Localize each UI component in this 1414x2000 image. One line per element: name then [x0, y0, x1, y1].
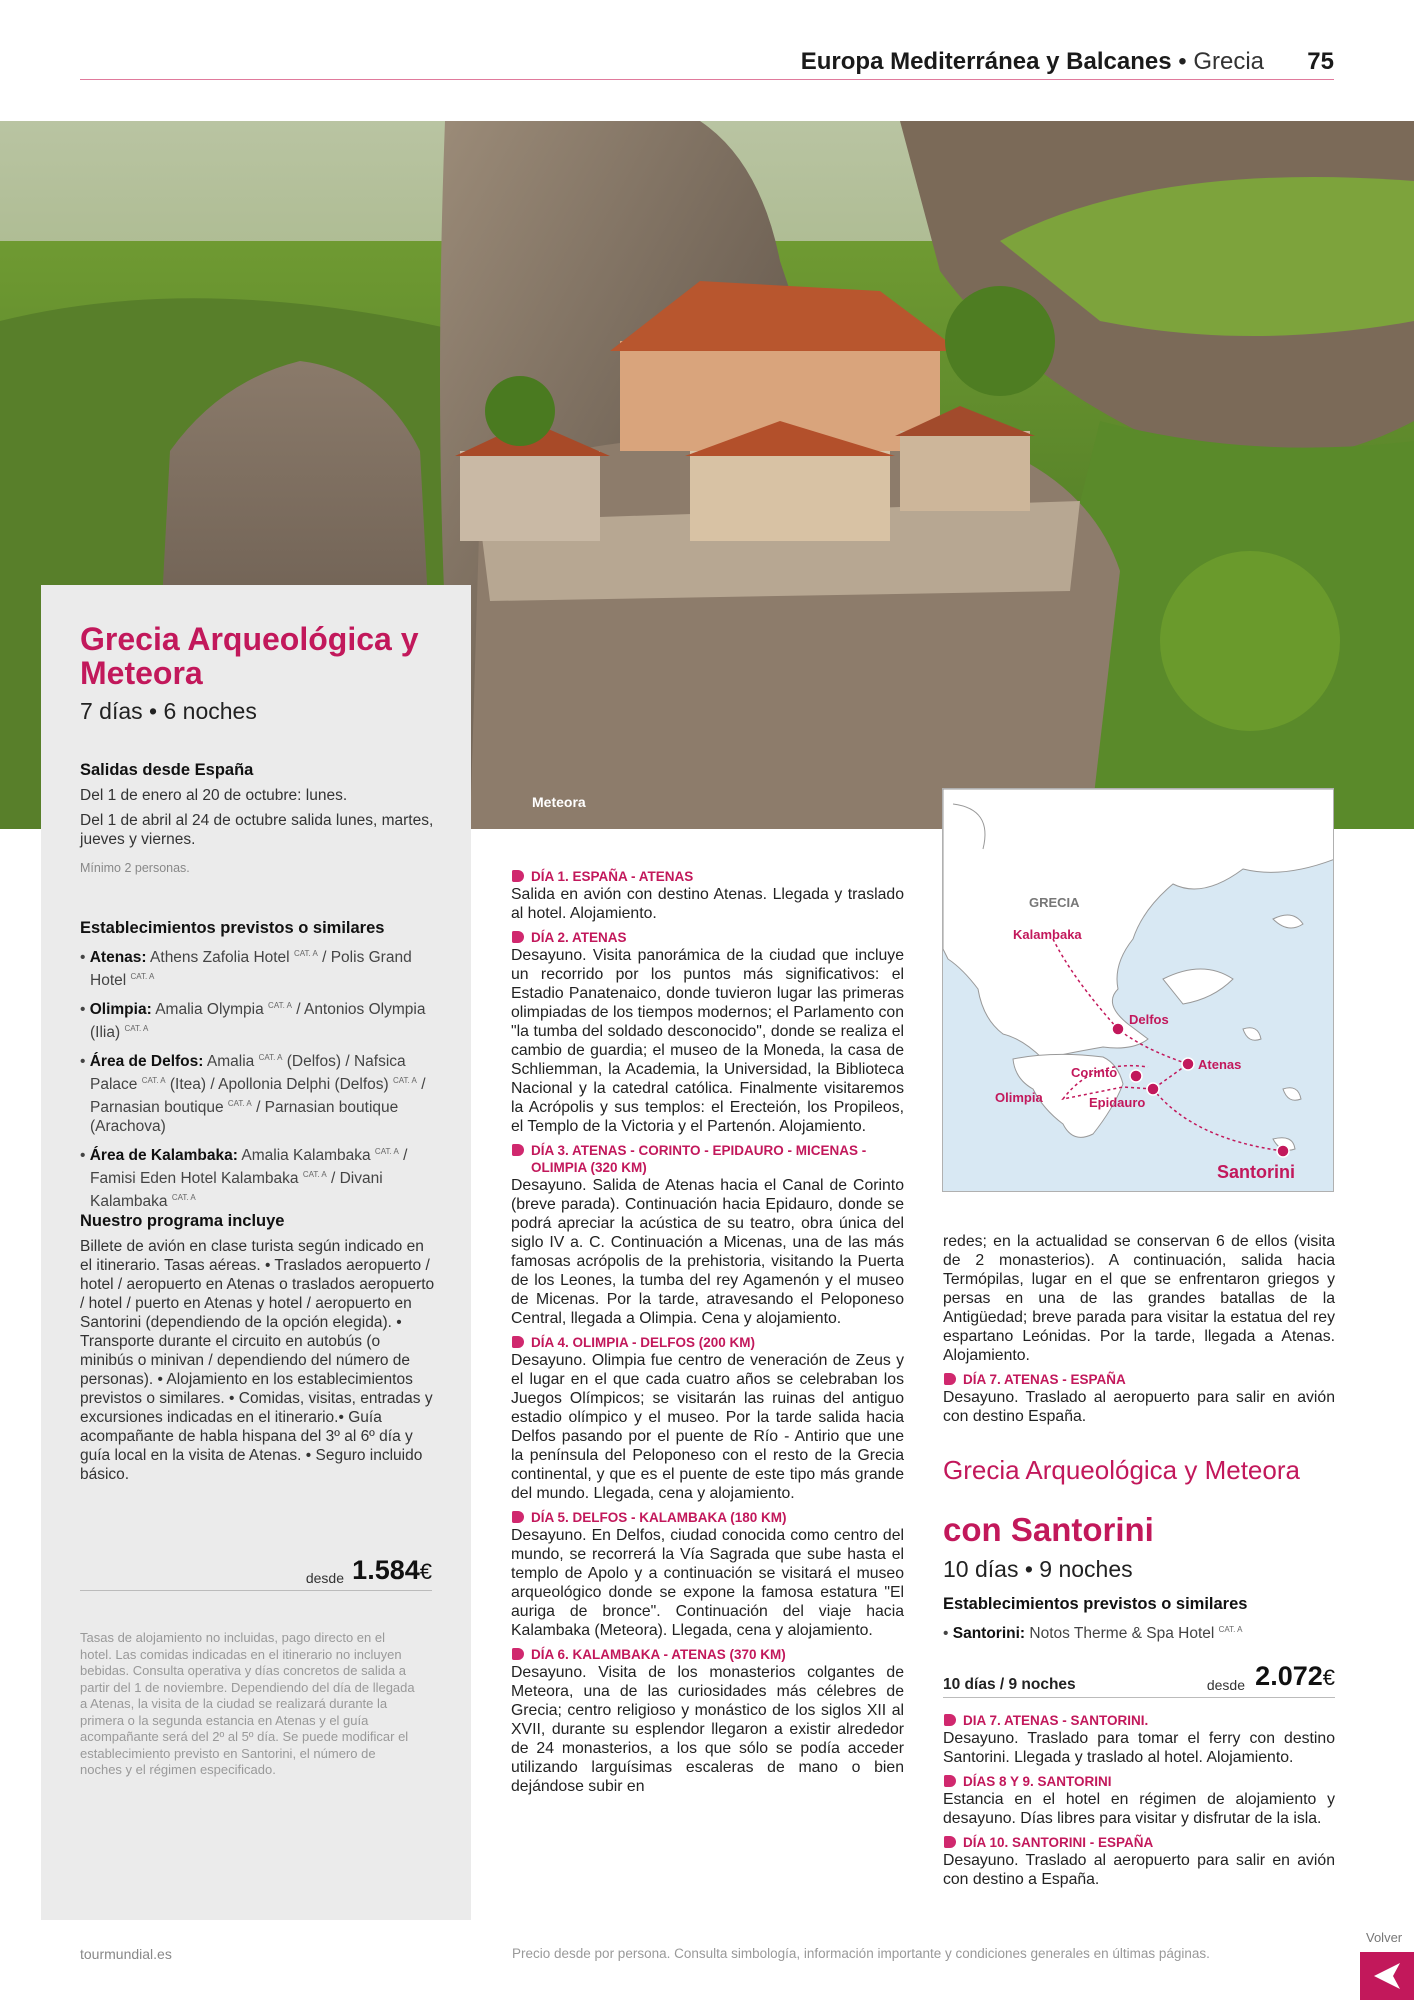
price-amount: 2.072€ [1255, 1661, 1335, 1691]
includes-section [80, 1212, 435, 1484]
tour-title: Grecia Arqueológica y Meteora [80, 621, 419, 691]
day-text: Desayuno. Traslado al aeropuerto para salir en avión con destino España. [943, 1389, 1335, 1425]
footer-disclaimer: Precio desde por persona. Consulta simbología, información importante y condiciones generales en últimas páginas. [512, 1946, 1210, 1961]
minimum-persons: Mínimo 2 personas. [80, 861, 190, 875]
departures-section [80, 761, 435, 875]
tour-duration: 7 días • 6 noches [80, 698, 257, 724]
map-city-label: Olimpia [995, 1090, 1043, 1105]
tour-notes: Tasas de alojamiento no incluidas, pago directo en el hotel. Las comidas indicadas en el itinerario no incluyen bebidas. Consulta operativa y días concretos de salida a partir del 1 de noviembre. Dependiendo del día de llegada a Atenas, la visita de la ciudad se realizará durante la primera o la segunda estancia en Atenas y el guía acompañante será del 2º al 5º día. Se puede modificar el establecimiento previsto en Santorini, el número de noches y el régimen especificado. [80, 1630, 415, 1777]
day-heading: DÍA 4. OLIMPIA - DELFOS (200 KM) [511, 1334, 904, 1351]
day-heading: DÍA 2. ATENAS [511, 929, 904, 946]
map-city-label: Atenas [1198, 1057, 1242, 1072]
extension-hotel-item: • Santorini: Notos Therme & Spa Hotel $^{CAT. A}$ [943, 1625, 1243, 1642]
price-from-label: desde [305, 1570, 344, 1586]
departures-heading: Salidas desde España [80, 761, 254, 779]
day-heading: DÍA 10. SANTORINI - ESPAÑA [943, 1834, 1335, 1851]
hotels-section [80, 919, 435, 1217]
hotel-item: • Área de Kalambaka: Amalia Kalambaka $^{CAT. A}$ / Famisi Eden Hotel Kalambaka $^{CAT. A}$ / Divani Kalambaka $^{CAT. A}$ [80, 1147, 408, 1210]
day-heading: DÍA 3. ATENAS - CORINTO - EPIDAURO - MICENAS - OLIMPIA (320 KM) [511, 1142, 904, 1176]
extension-duration: 10 días • 9 noches [943, 1556, 1133, 1582]
departure-item: Del 1 de enero al 20 de octubre: lunes. [80, 787, 348, 804]
itinerary [511, 868, 904, 1802]
back-button[interactable] [1360, 1952, 1414, 2000]
tour-price [80, 1555, 432, 1591]
extension-days [943, 1712, 1335, 1895]
map-city-label: Kalambaka [1013, 927, 1082, 942]
day-text: Desayuno. Salida de Atenas hacia el Canal de Corinto (breve parada). Continuación hacia Epidauro, donde se podrá apreciar la acústica de su teatro, obra única del siglo IV a. C. Continuación a Micenas, una de las más famosas acrópolis de la prehistoria, visitando la Puerta de los Leones, la tumba del rey Agamenón y el museo de Micenas. Por la tarde, atravesando el Peloponeso Central, llegada a Olimpia. Cena y alojamiento. [511, 1177, 904, 1327]
hotel-item: • Atenas: Athens Zafolia Hotel $^{CAT. A}$ / Polis Grand Hotel $^{CAT. A}$ [80, 949, 412, 989]
hotel-item: • Olimpia: Amalia Olympia $^{CAT. A}$ / Antonios Olympia (Ilia) $^{CAT. A}$ [80, 1001, 426, 1041]
map-city-label: Epidauro [1089, 1095, 1146, 1110]
hotel-item: • Área de Delfos: Amalia $^{CAT. A}$ (Delfos) / Nafsica Palace $^{CAT. A}$ (Itea) / Apollonia Delphi (Delfos) $^{CAT. A}$ / Parnasian boutique $^{CAT. A}$ / Parnasian boutique (Arachova) [80, 1053, 426, 1135]
day-text: Desayuno. Olimpia fue centro de veneración de Zeus y el lugar en el que cada cuatro años se celebraban los Juegos Olímpicos; se visitarán las ruinas del antiguo estadio olímpico y el museo. Por la tarde salida hacia Delfos pasando por el puente de Río - Antirio que une la península del Peloponeso con el resto de la Grecia continental, y que es el puente de este tipo más grande del mundo. Llegada, cena y alojamiento. [511, 1352, 904, 1502]
route-map [942, 788, 1334, 1192]
extension-price [943, 1661, 1335, 1698]
day-text: Desayuno. Traslado al aeropuerto para salir en avión con destino a España. [943, 1852, 1335, 1888]
photo-caption: Meteora [532, 794, 586, 810]
day-text: Desayuno. Visita panorámica de la ciudad que incluye un recorrido por los puntos más significativos: el Estadio Panatenaico, donde tuvieron lugar las primeras olimpiadas de los tiempos modernos; el Parlamento con "la tumba del soldado desconocido", donde se realiza el cambio de guardia; el museo de la Moneda, la casa de Schliemman, la Academia, la Universidad, la Biblioteca Nacional y la catedral católica. Finalmente visitaremos la Acrópolis y sus templos: el Erecteión, los Propileos, el Templo de la Victoria y el Partenón. Alojamiento. [511, 947, 904, 1135]
hotels-heading: Establecimientos previstos o similares [80, 919, 385, 937]
includes-text: Billete de avión en clase turista según indicado en el itinerario. Tasas aéreas. • Traslados aeropuerto / hotel / aeropuerto en Atenas o traslados aeropuerto / hotel / puerto en Atenas y hotel / aeropuerto en Santorini (dependiendo de la opción elegida). • Transporte durante el circuito en autobús (o minibús o minivan / dependiendo del número de personas). • Alojamiento en los establecimientos previstos o similares. • Comidas, visitas, entradas y excursiones indicadas en el itinerario.• Guía acompañante de habla hispana del 3º al 6º día y guía local en la visita de Atenas. • Seguro incluido básico. [80, 1238, 435, 1483]
day-heading: DÍA 5. DELFOS - KALAMBAKA (180 KM) [511, 1509, 904, 1526]
day-heading: DÍA 1. ESPAÑA - ATENAS [511, 868, 904, 885]
extension-hotels-heading: Establecimientos previstos o similares [943, 1595, 1248, 1613]
departure-item: Del 1 de abril al 24 de octubre salida lunes, martes, jueves y viernes. [80, 812, 434, 848]
day-heading: DIA 7. ATENAS - SANTORINI. [943, 1712, 1335, 1729]
day-text: Desayuno. Visita de los monasterios colgantes de Meteora, una de las curiosidades más célebres de Grecia; centro religioso y monástico de los siglos XII al XVII, durante su esplendor llegaron a existir alrededor de 24 monasterios, a los que sólo se podía acceder utilizando larguísimas escaleras de mano o bien dejándose subir en [511, 1664, 904, 1795]
price-from-label: desde [1206, 1677, 1245, 1693]
extension-hotels [943, 1595, 1335, 1643]
day-heading: DÍA 7. ATENAS - ESPAÑA [943, 1371, 1335, 1388]
day-text: redes; en la actualidad se conservan 6 de ellos (visita de 2 monasterios). A continuación, salida hacia Termópilas, lugar en el que se enfrentaron griegos y persas en una de las grandes batallas de la Antigüedad; breve parada para visitar la estatua del rey espartano Leónidas. Por la tarde, llegada a Atenas. Alojamiento. [943, 1233, 1335, 1364]
day-heading: DÍA 6. KALAMBAKA - ATENAS (370 KM) [511, 1646, 904, 1663]
day-text: Estancia en el hotel en régimen de alojamiento y desayuno. Días libres para visitar y disfrutar de la isla. [943, 1791, 1335, 1827]
map-city-label: Corinto [1071, 1065, 1118, 1080]
extension-title-big: con Santorini [943, 1511, 1154, 1548]
header-title: Europa Mediterránea y Balcanes • Grecia [800, 48, 1264, 75]
day-text: Desayuno. En Delfos, ciudad conocida como centro del mundo, se recorrerá la Vía Sagrada que sube hasta el templo de Apolo y a continuación se visitará el museo arqueológico donde se expone la famosa estatura "El auriga de bronce". Continuación del viaje hacia Kalambaka (Meteora). Llegada, cena y alojamiento. [511, 1527, 904, 1639]
map-city-label: Delfos [1129, 1012, 1169, 1027]
itinerary-continued [943, 1232, 1335, 1432]
website-link[interactable]: tourmundial.es [80, 1946, 172, 1962]
extension-title: Grecia Arqueológica y Meteora [943, 1455, 1300, 1485]
day-text: Desayuno. Traslado para tomar el ferry con destino Santorini. Llegada y traslado al hotel. Alojamiento. [943, 1730, 1335, 1766]
includes-heading: Nuestro programa incluye [80, 1212, 285, 1230]
page-header [80, 44, 1334, 80]
price-amount: 1.584€ [352, 1555, 432, 1585]
map-country-label: GRECIA [1029, 895, 1080, 910]
back-label: Volver [1366, 1930, 1403, 1945]
extension-price-label: 10 días / 9 noches [943, 1676, 1076, 1693]
day-text: Salida en avión con destino Atenas. Llegada y traslado al hotel. Alojamiento. [511, 886, 904, 922]
day-heading: DÍAS 8 Y 9. SANTORINI [943, 1773, 1335, 1790]
page-number: 75 [1307, 48, 1334, 75]
back-arrow-icon [1360, 1952, 1414, 2000]
map-city-label: Santorini [1217, 1162, 1296, 1182]
